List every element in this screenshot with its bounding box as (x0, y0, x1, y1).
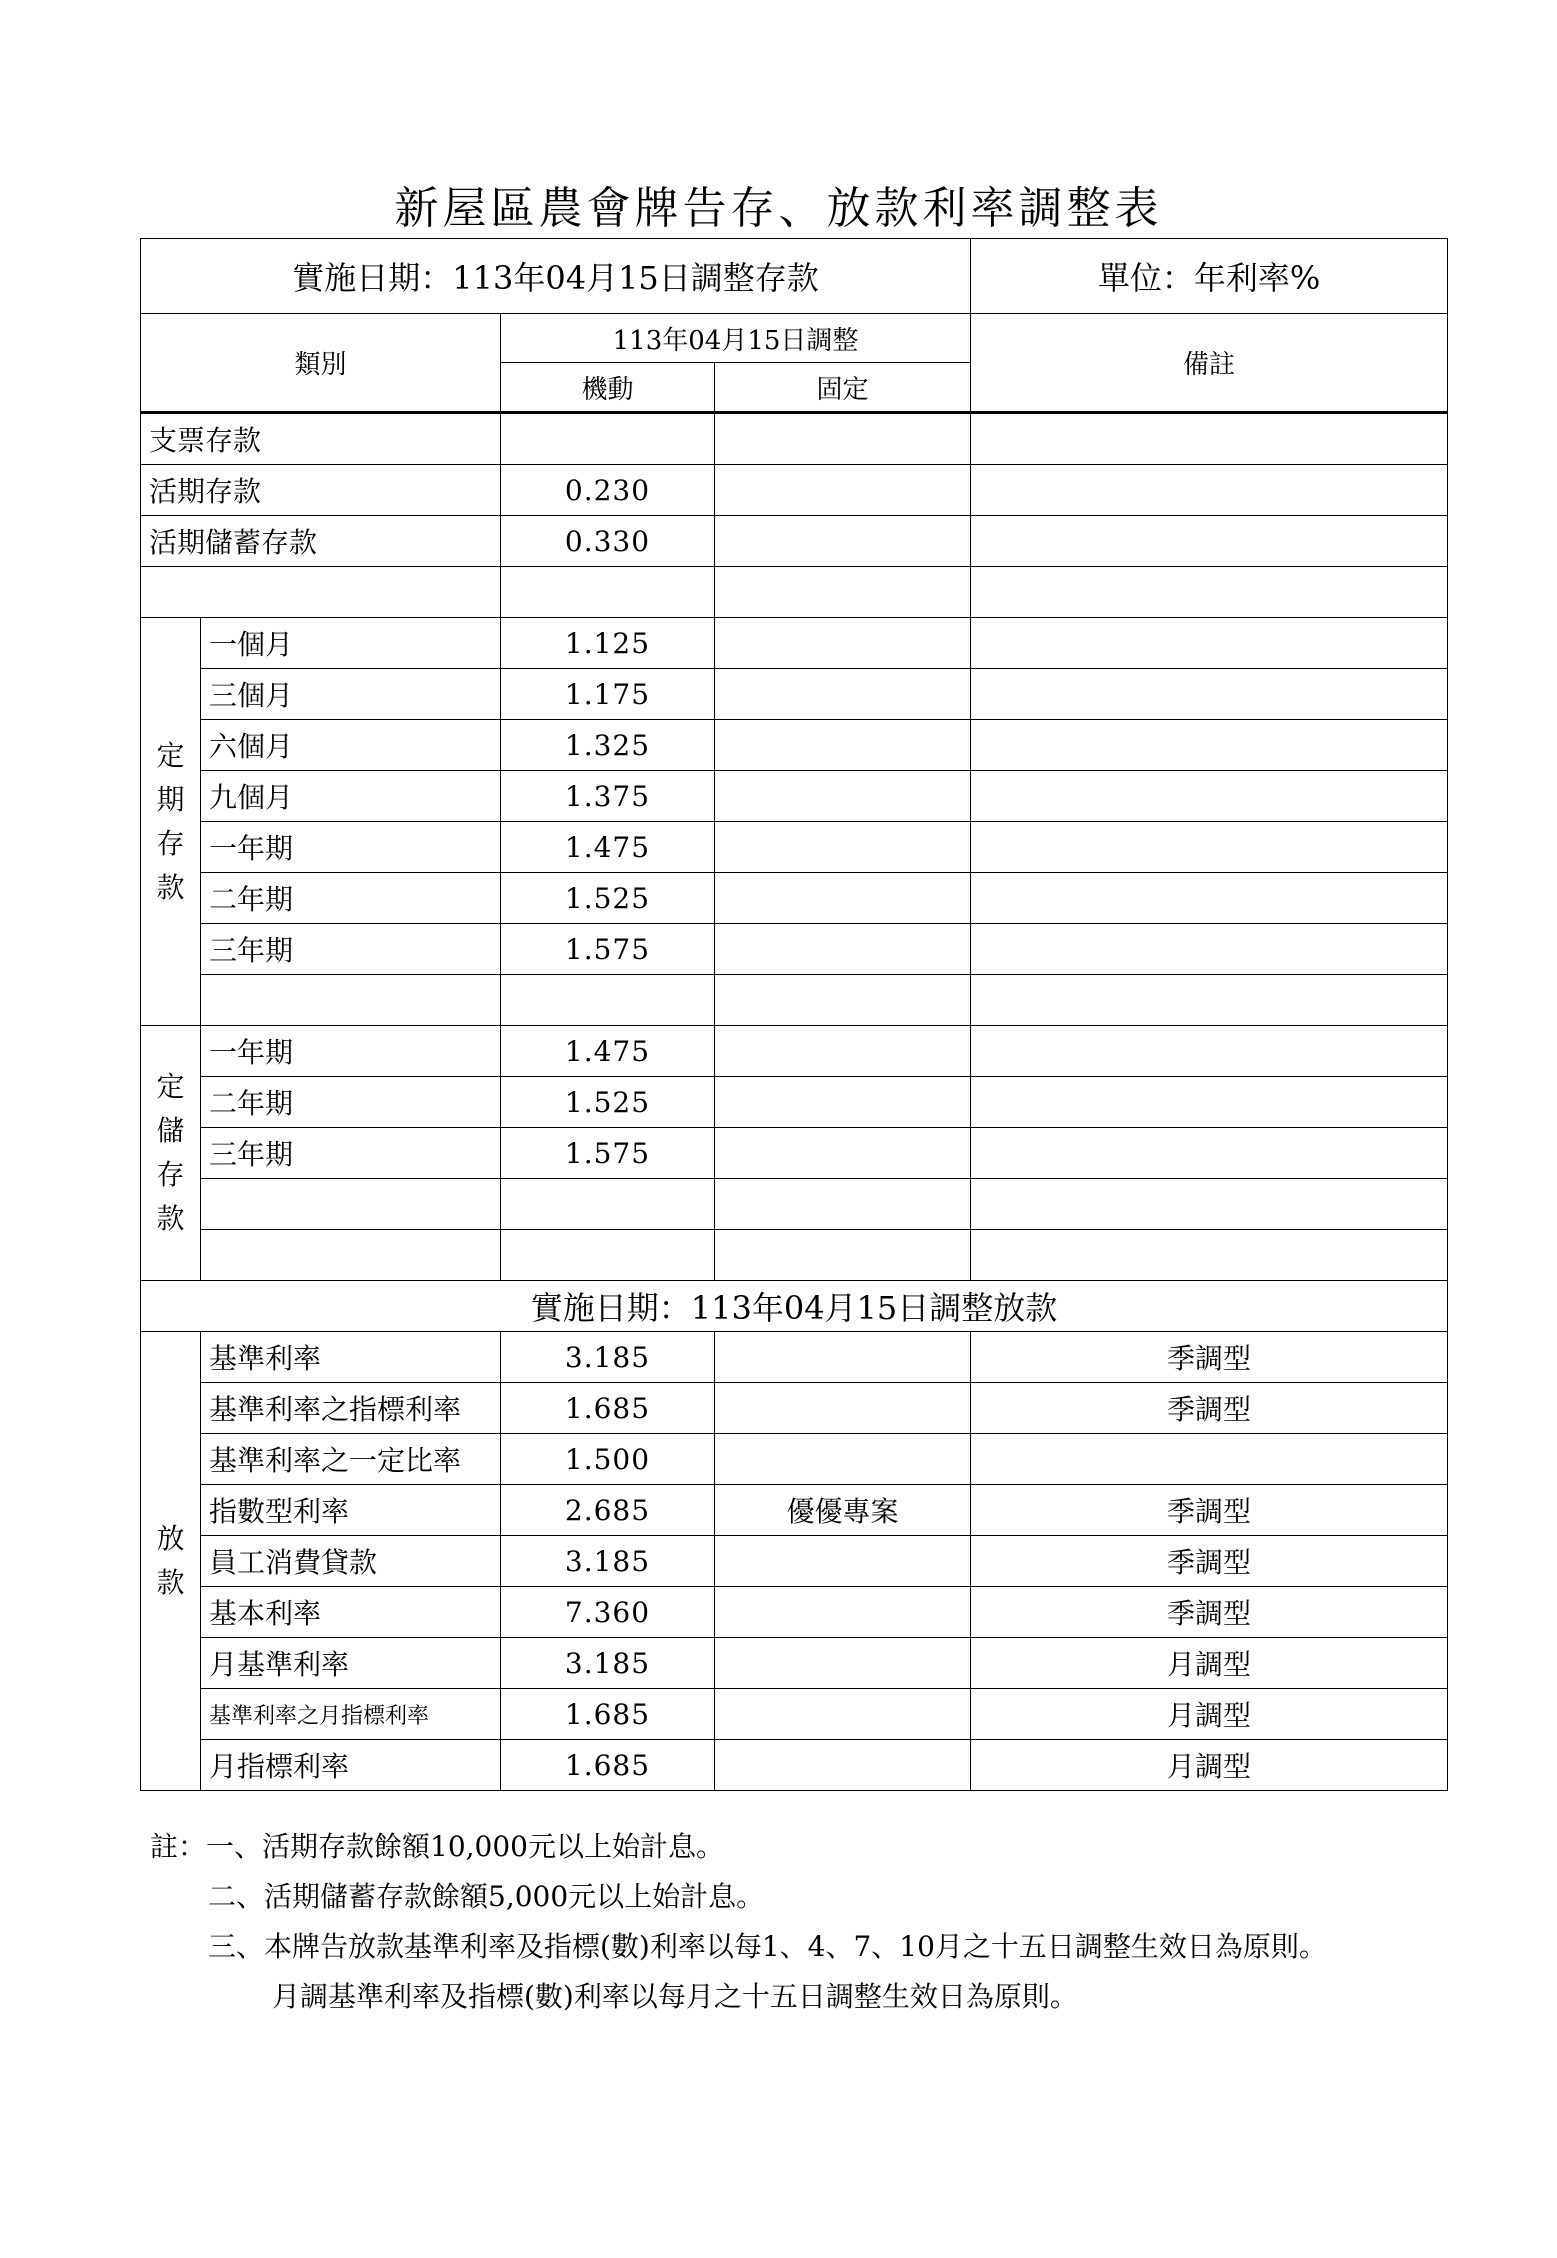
table-row (141, 771, 1448, 822)
group-label-savings-deposit: 定 儲 存 款 (141, 1026, 201, 1281)
table-row (141, 1587, 1448, 1638)
fixed-rate: 優優專案 (715, 1485, 971, 1536)
fixed-rate (715, 1689, 971, 1740)
floating-rate: 2.685 (501, 1485, 715, 1536)
fixed-rate (715, 516, 971, 567)
fixed-header: 固定 (715, 363, 971, 413)
row-label: 二年期 (201, 1077, 501, 1128)
row-label: 活期存款 (141, 465, 501, 516)
fixed-rate (715, 465, 971, 516)
table-row-empty (141, 567, 1448, 618)
page-title: 新屋區農會牌告存、放款利率調整表 (394, 183, 1163, 234)
remark (971, 413, 1448, 465)
floating-rate: 0.330 (501, 516, 715, 567)
remark: 季調型 (971, 1587, 1448, 1638)
floating-rate: 3.185 (501, 1536, 715, 1587)
remark: 月調型 (971, 1638, 1448, 1689)
floating-rate: 3.185 (501, 1332, 715, 1383)
remark: 季調型 (971, 1485, 1448, 1536)
table-row (141, 822, 1448, 873)
table-row (141, 720, 1448, 771)
floating-rate: 1.475 (501, 822, 715, 873)
table-row-empty (141, 1230, 1448, 1281)
note-line-3: 三、本牌告放款基準利率及指標(數)利率以每1、4、7、10月之十五日調整生效日為原則。 (208, 1930, 1327, 1963)
row-label: 三個月 (201, 669, 501, 720)
table-row (141, 516, 1448, 567)
note-line-2: 二、活期儲蓄存款餘額5,000元以上始計息。 (208, 1880, 765, 1913)
row-label: 月指標利率 (201, 1740, 501, 1791)
row-label: 基準利率之月指標利率 (201, 1689, 501, 1740)
table-row (141, 1383, 1448, 1434)
table-row (141, 1077, 1448, 1128)
note-prefix: 註： (150, 1830, 207, 1863)
group-label-time-deposit: 定 期 存 款 (141, 618, 201, 1026)
row-label: 三年期 (201, 1128, 501, 1179)
remark (971, 465, 1448, 516)
remark: 季調型 (971, 1383, 1448, 1434)
table-row (141, 1638, 1448, 1689)
row-label: 一個月 (201, 618, 501, 669)
unit-label: 單位：年利率% (971, 239, 1448, 314)
table-row (141, 1281, 1448, 1332)
fixed-rate (715, 1332, 971, 1383)
table-row (141, 1536, 1448, 1587)
row-label: 基準利率之一定比率 (201, 1434, 501, 1485)
row-label: 員工消費貸款 (201, 1536, 501, 1587)
table-row-empty (141, 975, 1448, 1026)
floating-rate: 1.175 (501, 669, 715, 720)
table-row (141, 618, 1448, 669)
row-label: 三年期 (201, 924, 501, 975)
row-label: 指數型利率 (201, 1485, 501, 1536)
fixed-rate (715, 1536, 971, 1587)
floating-rate: 1.575 (501, 924, 715, 975)
remark (971, 516, 1448, 567)
row-label: 一年期 (201, 822, 501, 873)
row-label: 基本利率 (201, 1587, 501, 1638)
floating-rate: 1.325 (501, 720, 715, 771)
row-label: 一年期 (201, 1026, 501, 1077)
row-label: 活期儲蓄存款 (141, 516, 501, 567)
row-label: 二年期 (201, 873, 501, 924)
fixed-rate (715, 1383, 971, 1434)
effective-date-deposit: 實施日期：113年04月15日調整存款 (141, 239, 971, 314)
floating-rate: 1.475 (501, 1026, 715, 1077)
floating-rate: 1.685 (501, 1740, 715, 1791)
table-row (141, 924, 1448, 975)
table-row (141, 465, 1448, 516)
note-line-4: 月調基準利率及指標(數)利率以每月之十五日調整生效日為原則。 (272, 1980, 1078, 2013)
floating-rate (501, 413, 715, 465)
table-row-empty (141, 1179, 1448, 1230)
table-row (141, 1434, 1448, 1485)
row-label: 六個月 (201, 720, 501, 771)
table-row (141, 1689, 1448, 1740)
floating-rate: 1.575 (501, 1128, 715, 1179)
floating-rate: 1.525 (501, 1077, 715, 1128)
table-row (141, 413, 1448, 465)
floating-rate: 1.685 (501, 1689, 715, 1740)
row-label: 基準利率之指標利率 (201, 1383, 501, 1434)
row-label: 九個月 (201, 771, 501, 822)
floating-rate: 1.525 (501, 873, 715, 924)
table-row (141, 1332, 1448, 1383)
table-row (141, 1485, 1448, 1536)
notes (150, 1822, 1327, 2022)
floating-header: 機動 (501, 363, 715, 413)
remark: 月調型 (971, 1689, 1448, 1740)
remark: 季調型 (971, 1332, 1448, 1383)
fixed-rate (715, 1740, 971, 1791)
floating-rate: 3.185 (501, 1638, 715, 1689)
table-row (141, 669, 1448, 720)
floating-rate: 0.230 (501, 465, 715, 516)
adjust-date-header: 113年04月15日調整 (501, 314, 971, 363)
floating-rate: 1.500 (501, 1434, 715, 1485)
fixed-rate (715, 413, 971, 465)
table-row (141, 1740, 1448, 1791)
rate-table (140, 238, 1448, 1791)
group-label-loans: 放 款 (141, 1332, 201, 1791)
fixed-rate (715, 1638, 971, 1689)
table-row (141, 1026, 1448, 1077)
effective-date-loan: 實施日期：113年04月15日調整放款 (141, 1281, 1448, 1332)
remarks-header: 備註 (971, 314, 1448, 413)
fixed-rate (715, 1587, 971, 1638)
floating-rate: 7.360 (501, 1587, 715, 1638)
note-line-1: 註：一、活期存款餘額10,000元以上始計息。 (150, 1830, 724, 1863)
remark: 季調型 (971, 1536, 1448, 1587)
category-header: 類別 (141, 314, 501, 413)
floating-rate: 1.125 (501, 618, 715, 669)
row-label: 月基準利率 (201, 1638, 501, 1689)
table-row (141, 1128, 1448, 1179)
floating-rate: 1.685 (501, 1383, 715, 1434)
table-row (141, 873, 1448, 924)
remark (971, 1434, 1448, 1485)
fixed-rate (715, 1434, 971, 1485)
row-label: 基準利率 (201, 1332, 501, 1383)
remark: 月調型 (971, 1740, 1448, 1791)
row-label: 支票存款 (141, 413, 501, 465)
floating-rate: 1.375 (501, 771, 715, 822)
